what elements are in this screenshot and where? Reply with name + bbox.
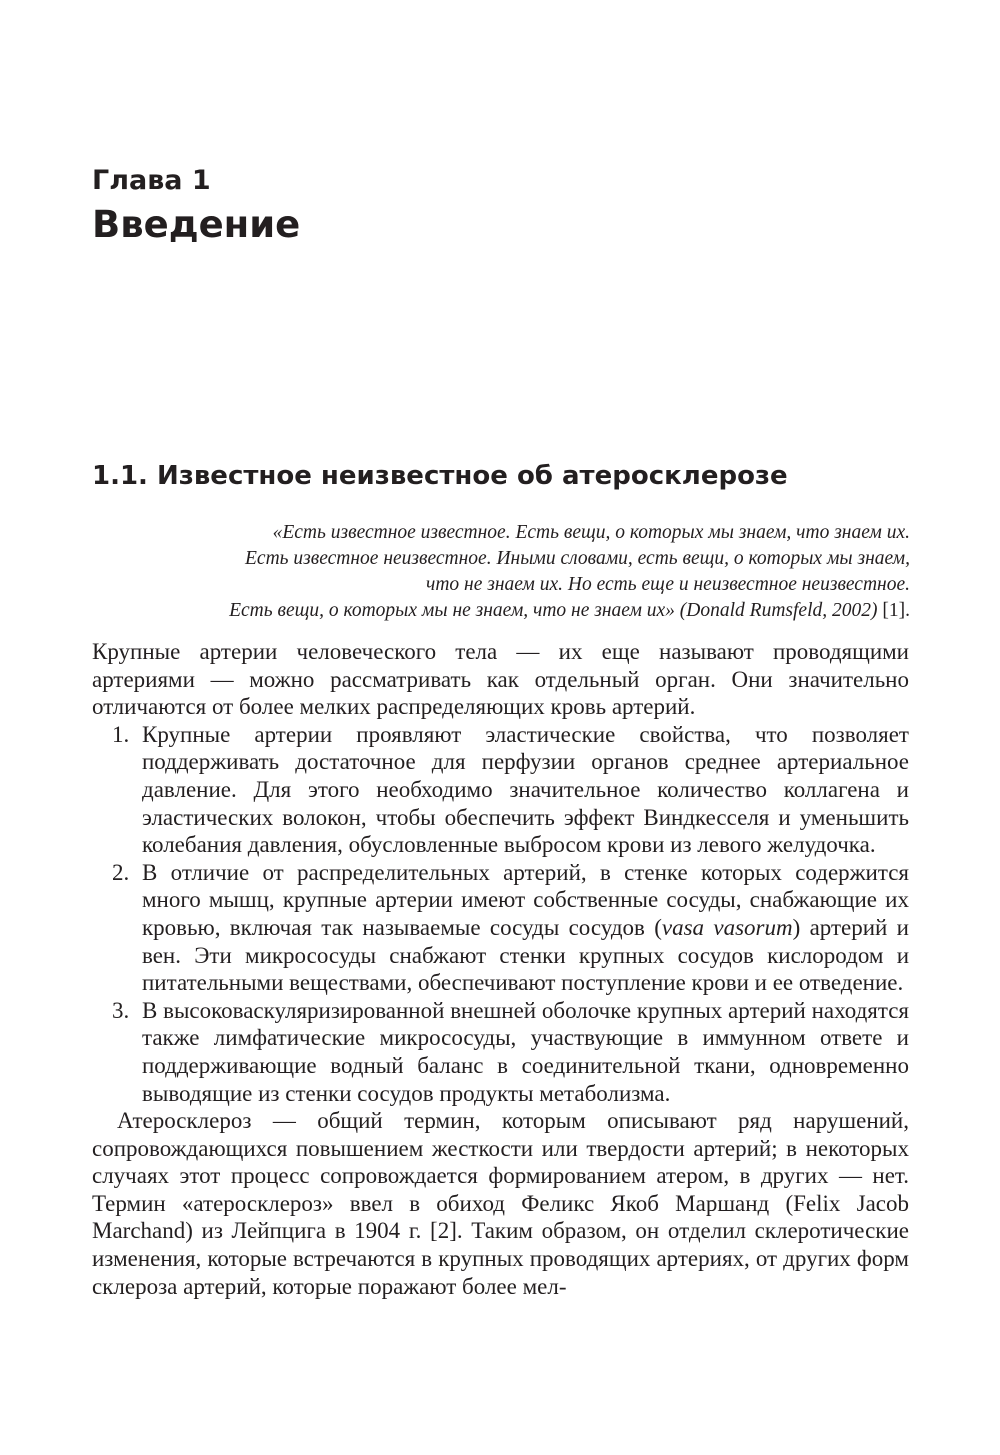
list-item-text: В высоковаскуляризированной внешней оболочке крупных артерий находятся также лимфатические микрососуды, участвующие в иммунном ответе и поддерживающие водный баланс в соединительной ткани, одновременно выводящие из стенки сосудов продукты метаболизма.	[142, 997, 909, 1106]
numbered-list	[92, 721, 909, 1107]
epigraph-reference: [1].	[877, 600, 910, 621]
chapter-label: Глава 1	[92, 165, 211, 196]
epigraph-line: что не знаем их. Но есть еще и неизвестное неизвестное.	[426, 574, 910, 595]
list-item	[92, 997, 909, 1107]
epigraph-line: «Есть известное известное. Есть вещи, о которых мы знаем, что знаем их.	[272, 522, 910, 543]
list-item-text: ) артерий и вен. Эти микрососуды снабжают стенки крупных сосудов кислородом и питательными веществами, обеспечивают поступление крови и ее отведение.	[142, 914, 909, 996]
list-item	[92, 859, 909, 997]
list-item-number: 2.	[112, 859, 130, 885]
epigraph-line-last	[110, 598, 910, 624]
epigraph	[110, 520, 910, 624]
epigraph-text: Есть вещи, о которых мы не знаем, что не знаем их» (Donald Rumsfeld, 2002)	[229, 600, 878, 621]
list-item-text: В отличие от распределительных артерий, в стенке которых содержится много мышц, крупные артерии имеют собственные сосуды, снабжающие их кровью, включая так называемые сосуды сосудов (	[142, 859, 909, 940]
list-item-number: 3.	[112, 997, 130, 1023]
list-item	[92, 721, 909, 859]
paragraph: Атеросклероз — общий термин, которым описывают ряд нарушений, сопровождающихся повышением жесткости или твердости артерий; в некоторых случаях этот процесс сопровождается формированием атером, в других — нет. Термин «атеросклероз» ввел в обиход Феликс Якоб Маршанд (Felix Jacob Marchand) из Лейпцига в 1904 г. [2]. Таким образом, он отделил склеротические изменения, которые встречаются в крупных проводящих артериях, от других форм склероза артерий, которые поражают более мел-	[92, 1108, 909, 1299]
list-item-text: Крупные артерии проявляют эластические свойства, что позволяет поддерживать достаточное для перфузии органов среднее артериальное давление. Для этого необходимо значительное количество коллагена и эластических волокон, чтобы обеспечить эффект Виндкесселя и уменьшить колебания давления, обусловленные выбросом крови из левого желудочка.	[142, 721, 909, 858]
body-text	[92, 638, 909, 1300]
latin-term: vasa vasorum	[661, 914, 793, 940]
chapter-title: Введение	[92, 203, 301, 246]
epigraph-line: Есть известное неизвестное. Иными словами, есть вещи, о которых мы знаем,	[245, 548, 910, 569]
intro-paragraph: Крупные артерии человеческого тела — их еще называют проводящими артериями — можно рассматривать как отдельный орган. Они значительно отличаются от более мелких распределяющих кровь артерий.	[92, 639, 909, 720]
section-title: 1.1. Известное неизвестное об атеросклерозе	[92, 461, 788, 491]
list-item-number: 1.	[112, 721, 130, 747]
